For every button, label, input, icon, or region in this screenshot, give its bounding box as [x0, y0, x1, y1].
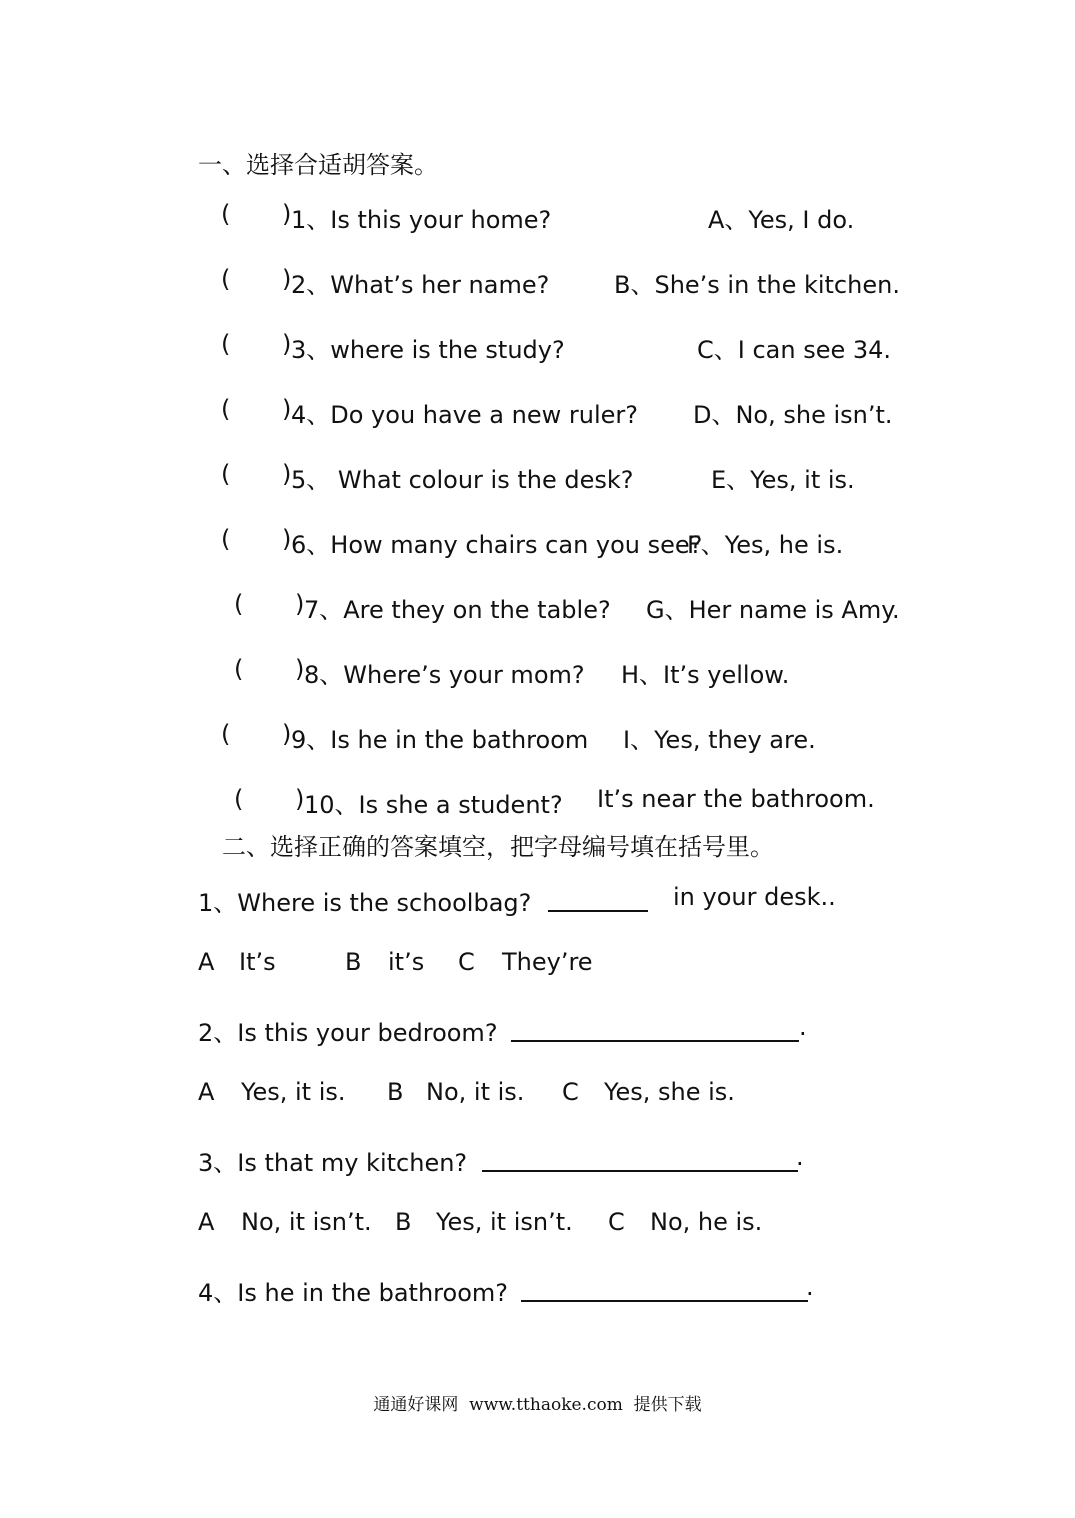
paren-open: (: [234, 655, 244, 683]
option-text-a: Yes, it is.: [241, 1078, 346, 1106]
option-letter-b: B: [395, 1208, 412, 1236]
option-letter-a: A: [198, 1078, 215, 1106]
option-letter-a: A: [198, 948, 215, 976]
answer-text: G、Her name is Amy.: [646, 596, 900, 624]
paren-close: ): [282, 395, 292, 423]
paren-open: (: [221, 200, 231, 228]
question-text: 1、Where is the schoolbag?: [198, 889, 532, 917]
section2-heading: 二、选择正确的答案填空，把字母编号填在括号里。: [222, 833, 774, 861]
option-letter-c: C: [608, 1208, 625, 1236]
answer-blank[interactable]: [521, 1276, 808, 1302]
question-text: 2、What’s her name?: [291, 271, 550, 299]
option-text-b: No, it is.: [426, 1078, 525, 1106]
answer-text: C、I can see 34.: [697, 336, 892, 364]
answer-text: E、Yes, it is.: [711, 466, 855, 494]
answer-text: It’s near the bathroom.: [597, 785, 875, 813]
option-text-b: it’s: [388, 948, 425, 976]
answer-text: A、Yes, I do.: [708, 206, 855, 234]
option-text-c: No, he is.: [650, 1208, 763, 1236]
option-text-b: Yes, it isn’t.: [436, 1208, 573, 1236]
paren-close: ): [282, 525, 292, 553]
option-letter-c: C: [458, 948, 475, 976]
question-text: 2、Is this your bedroom?: [198, 1019, 498, 1047]
answer-text: H、It’s yellow.: [621, 661, 790, 689]
question-text: 1、Is this your home?: [291, 206, 552, 234]
question-text: 3、Is that my kitchen?: [198, 1149, 468, 1177]
question-text: 4、Is he in the bathroom?: [198, 1279, 508, 1307]
option-text-c: They’re: [502, 948, 593, 976]
paren-open: (: [221, 525, 231, 553]
paren-close: ): [295, 590, 305, 618]
answer-blank[interactable]: [482, 1146, 798, 1172]
question-text-after: .: [796, 1143, 804, 1171]
paren-close: ): [282, 265, 292, 293]
question-text: 10、Is she a student?: [304, 791, 563, 819]
paren-open: (: [234, 785, 244, 813]
paren-open: (: [234, 590, 244, 618]
footer-source-text: 通通好课网 www.tthaoke.com 提供下载: [373, 1395, 702, 1415]
option-text-a: It’s: [239, 948, 276, 976]
question-text-after: .: [799, 1013, 807, 1041]
paren-close: ): [282, 330, 292, 358]
option-letter-c: C: [562, 1078, 579, 1106]
paren-open: (: [221, 460, 231, 488]
paren-close: ): [295, 785, 305, 813]
question-text: 4、Do you have a new ruler?: [291, 401, 638, 429]
option-letter-b: B: [387, 1078, 404, 1106]
answer-blank[interactable]: [511, 1016, 799, 1042]
question-text: 3、where is the study?: [291, 336, 565, 364]
answer-text: B、She’s in the kitchen.: [614, 271, 900, 299]
question-text: 6、How many chairs can you see?: [291, 531, 703, 559]
paren-open: (: [221, 265, 231, 293]
paren-close: ): [282, 720, 292, 748]
question-text-after: .: [806, 1273, 814, 1301]
paren-close: ): [282, 200, 292, 228]
answer-text: F、Yes, he is.: [687, 531, 844, 559]
paren-close: ): [282, 460, 292, 488]
paren-open: (: [221, 395, 231, 423]
question-text-after: in your desk..: [673, 883, 836, 911]
option-text-c: Yes, she is.: [604, 1078, 735, 1106]
option-text-a: No, it isn’t.: [241, 1208, 372, 1236]
answer-text: I、Yes, they are.: [623, 726, 816, 754]
paren-open: (: [221, 330, 231, 358]
option-letter-b: B: [345, 948, 362, 976]
question-text: 8、Where’s your mom?: [304, 661, 585, 689]
paren-close: ): [295, 655, 305, 683]
question-text: 9、Is he in the bathroom: [291, 726, 589, 754]
answer-text: D、No, she isn’t.: [693, 401, 893, 429]
answer-blank[interactable]: [548, 886, 648, 912]
question-text: 7、Are they on the table?: [304, 596, 611, 624]
question-text: 5、 What colour is the desk?: [291, 466, 634, 494]
paren-open: (: [221, 720, 231, 748]
option-letter-a: A: [198, 1208, 215, 1236]
section1-heading: 一、选择合适胡答案。: [198, 151, 438, 179]
